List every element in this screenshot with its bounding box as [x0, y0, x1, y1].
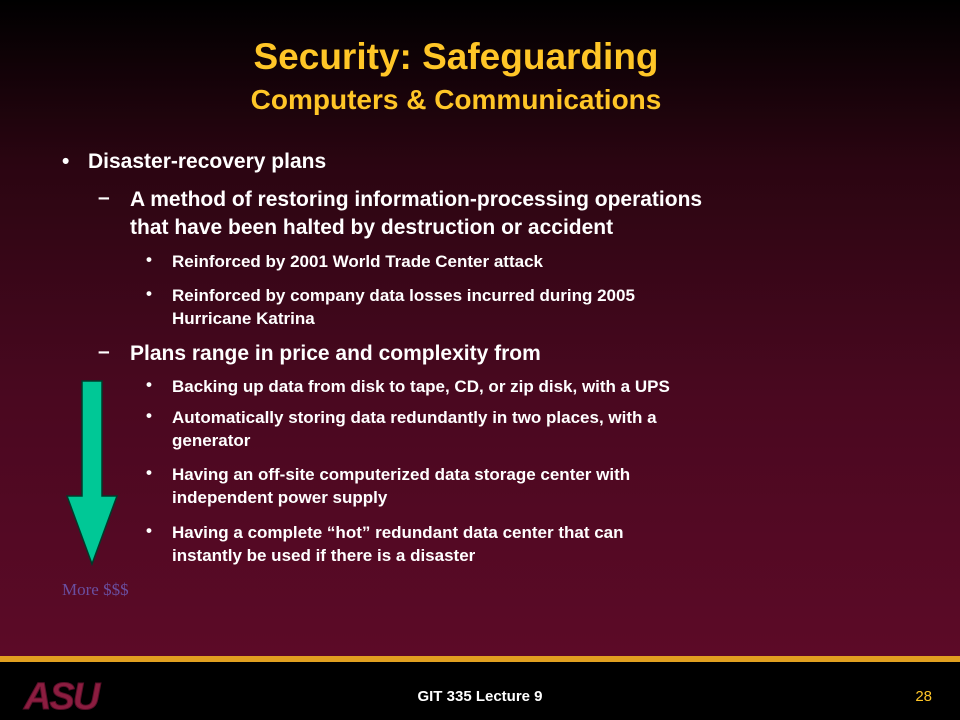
plan-item-2-line-1: Automatically storing data redundantly in two places, with a: [172, 408, 657, 427]
plan-item-3-line-1: Having an off-site computerized data storage center with: [172, 465, 631, 484]
reinforced-item-2-line-1: Reinforced by company data losses incurred during 2005: [172, 286, 635, 305]
reinforced-item-1: Reinforced by 2001 World Trade Center attack: [172, 252, 543, 271]
definition-line-2: that have been halted by destruction or accident: [130, 216, 614, 239]
definition-line-1: A method of restoring information-processing operations: [130, 188, 703, 211]
bullet-marker: •: [62, 150, 70, 173]
dash-marker: –: [98, 340, 110, 363]
footer-course-title: GIT 335 Lecture 9: [417, 688, 543, 705]
footer-accent-bar: [0, 656, 960, 662]
down-arrow-icon: [65, 380, 119, 566]
bullet-disaster-recovery: Disaster-recovery plans: [88, 150, 327, 173]
plan-item-3-line-2: independent power supply: [172, 488, 388, 507]
bullet-marker: •: [146, 406, 152, 425]
more-cost-label: More $$$: [62, 580, 129, 599]
bullet-marker: •: [146, 521, 152, 540]
plan-item-2-line-2: generator: [172, 431, 251, 450]
plan-item-4-line-1: Having a complete “hot” redundant data center that can: [172, 523, 624, 542]
page-number: 28: [915, 688, 932, 705]
plans-heading: Plans range in price and complexity from: [130, 342, 541, 365]
dash-marker: –: [98, 186, 110, 209]
reinforced-item-2-line-2: Hurricane Katrina: [172, 309, 315, 328]
plan-item-4-line-2: instantly be used if there is a disaster: [172, 546, 476, 565]
slide-subtitle: Computers & Communications: [250, 84, 662, 115]
bullet-marker: •: [146, 463, 152, 482]
svg-text:ASU: ASU: [24, 676, 99, 714]
bullet-marker: •: [146, 284, 152, 303]
bullet-marker: •: [146, 250, 152, 269]
plan-item-1: Backing up data from disk to tape, CD, or zip disk, with a UPS: [172, 377, 670, 396]
bullet-marker: •: [146, 375, 152, 394]
slide-title: Security: Safeguarding: [253, 36, 659, 77]
